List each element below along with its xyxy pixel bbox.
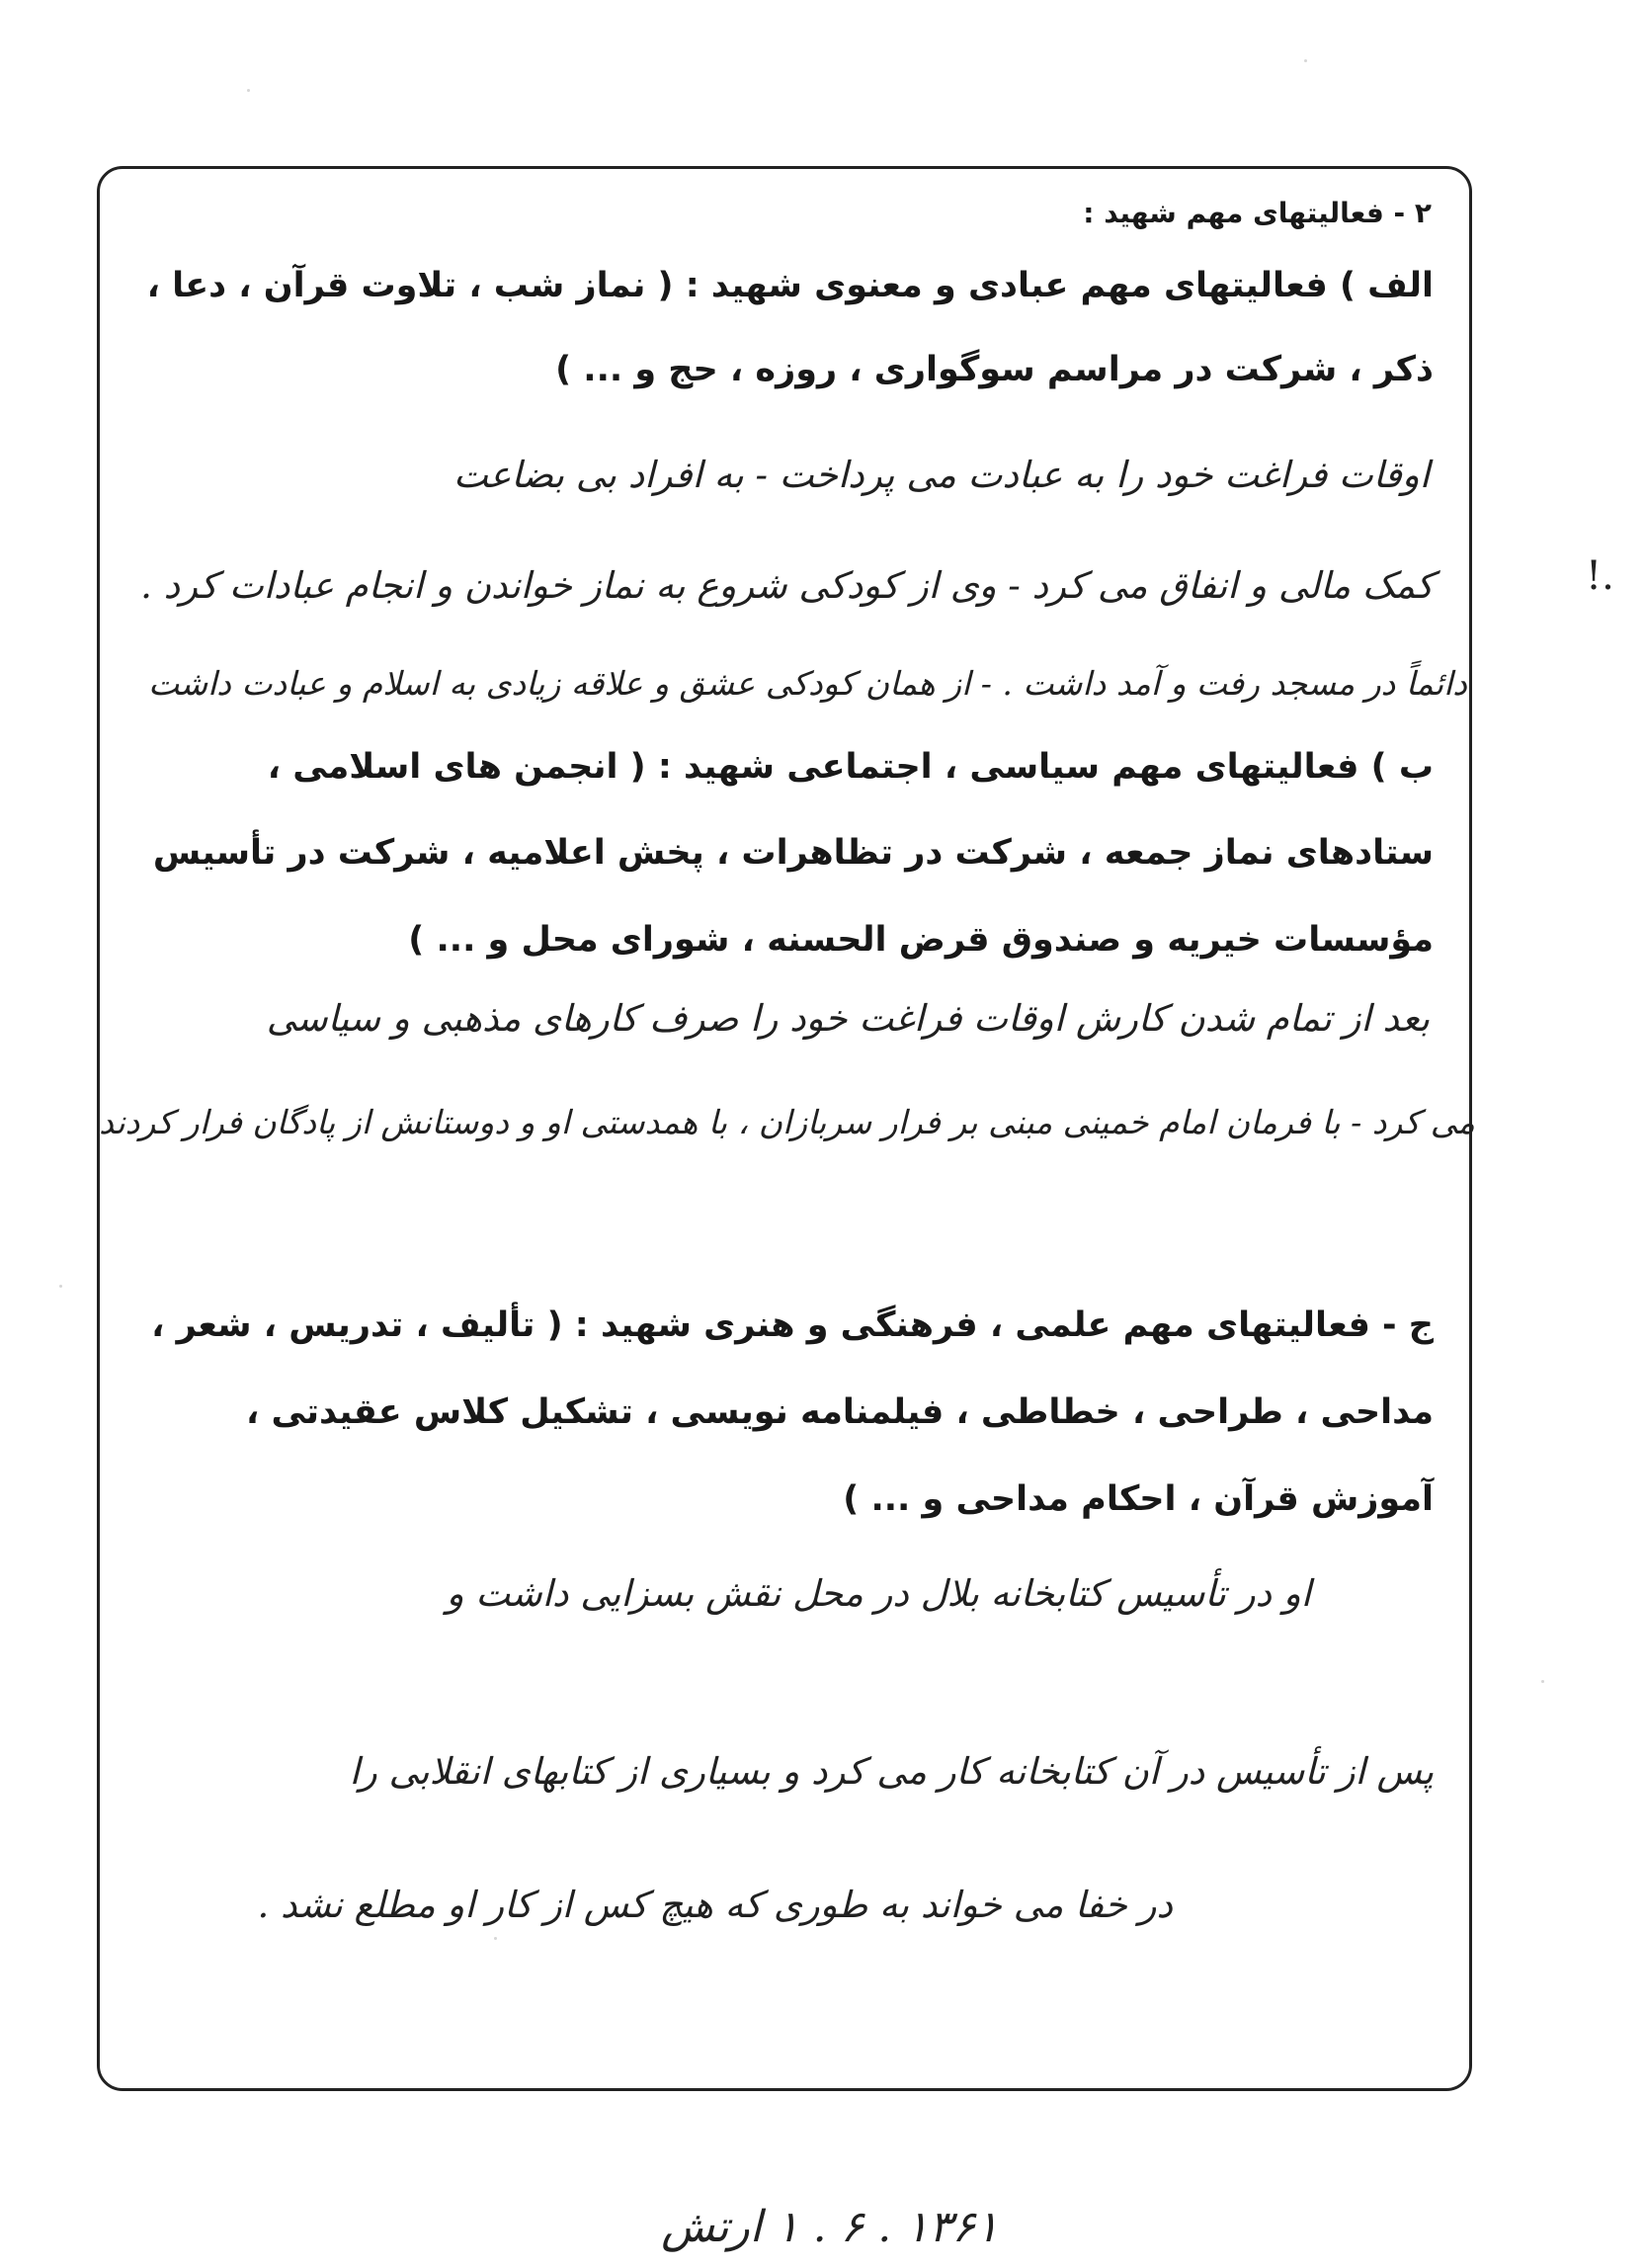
section-b-typed-line-1: ب ) فعالیتهای مهم سیاسی ، اجتماعی شهید : ( انجمن های اسلامی ، — [267, 747, 1434, 787]
section-b-typed-line-2: ستادهای نماز جمعه ، شرکت در تظاهرات ، پخش اعلامیه ، شرکت در تأسیس — [152, 833, 1434, 873]
margin-mark: !. — [1586, 553, 1614, 599]
section-a-handwritten-line-1: اوقات فراغت خود را به عبادت می پرداخت - به افراد بی بضاعت — [452, 454, 1430, 496]
section-c-handwritten-line-3: در خفا می خواند به طوری که هیچ کس از کار او مطلع نشد . — [257, 1884, 1173, 1926]
paper-speck — [1304, 59, 1307, 62]
section-c-handwritten-line-2: پس از تأسیس در آن کتابخانه کار می کرد و بسیاری از کتابهای انقلابی را — [349, 1750, 1434, 1793]
section-b-handwritten-line-1: بعد از تمام شدن کارش اوقات فراغت خود را صرف کارهای مذهبی و سیاسی — [266, 997, 1430, 1040]
paper-speck — [247, 89, 250, 92]
footer-note: ۱۳۶۱ . ۶ . ۱ ارتش — [661, 2202, 999, 2252]
paper-speck — [1541, 1680, 1544, 1683]
section-heading: ۲ - فعالیتهای مهم شهید : — [1083, 197, 1432, 229]
section-c-typed-line-3: آموزش قرآن ، احکام مداحی و ... ) — [843, 1479, 1434, 1519]
paper-speck — [59, 1285, 62, 1288]
section-a-handwritten-line-2: کمک مالی و انفاق می کرد - وی از کودکی شروع به نماز خواندن و انجام عبادات کرد . — [140, 564, 1434, 607]
section-a-typed-line-2: ذکر ، شرکت در مراسم سوگواری ، روزه ، حج و ... ) — [555, 350, 1434, 389]
section-b-typed-line-3: مؤسسات خیریه و صندوق قرض الحسنه ، شورای محل و ... ) — [408, 920, 1434, 960]
section-a-handwritten-line-3: دائماً در مسجد رفت و آمد داشت . - از همان کودکی عشق و علاقه زیادی به اسلام و عبادت داشت — [148, 664, 1467, 703]
section-c-handwritten-line-1: او در تأسیس کتابخانه بلال در محل نقش بسزایی داشت و — [446, 1572, 1311, 1615]
section-c-typed-line-2: مداحی ، طراحی ، خطاطی ، فیلمنامه نویسی ، تشکیل کلاس عقیدتی ، — [246, 1392, 1434, 1432]
section-a-typed-line-1: الف ) فعالیتهای مهم عبادی و معنوی شهید : ( نماز شب ، تلاوت قرآن ، دعا ، — [146, 266, 1434, 305]
section-b-handwritten-line-2: می کرد - با فرمان امام خمینی مبنی بر فرار سربازان ، با همدستی او و دوستانش از پادگان فرار کردند — [99, 1103, 1475, 1141]
section-c-typed-line-1: ج - فعالیتهای مهم علمی ، فرهنگی و هنری شهید : ( تألیف ، تدریس ، شعر ، — [151, 1305, 1434, 1345]
